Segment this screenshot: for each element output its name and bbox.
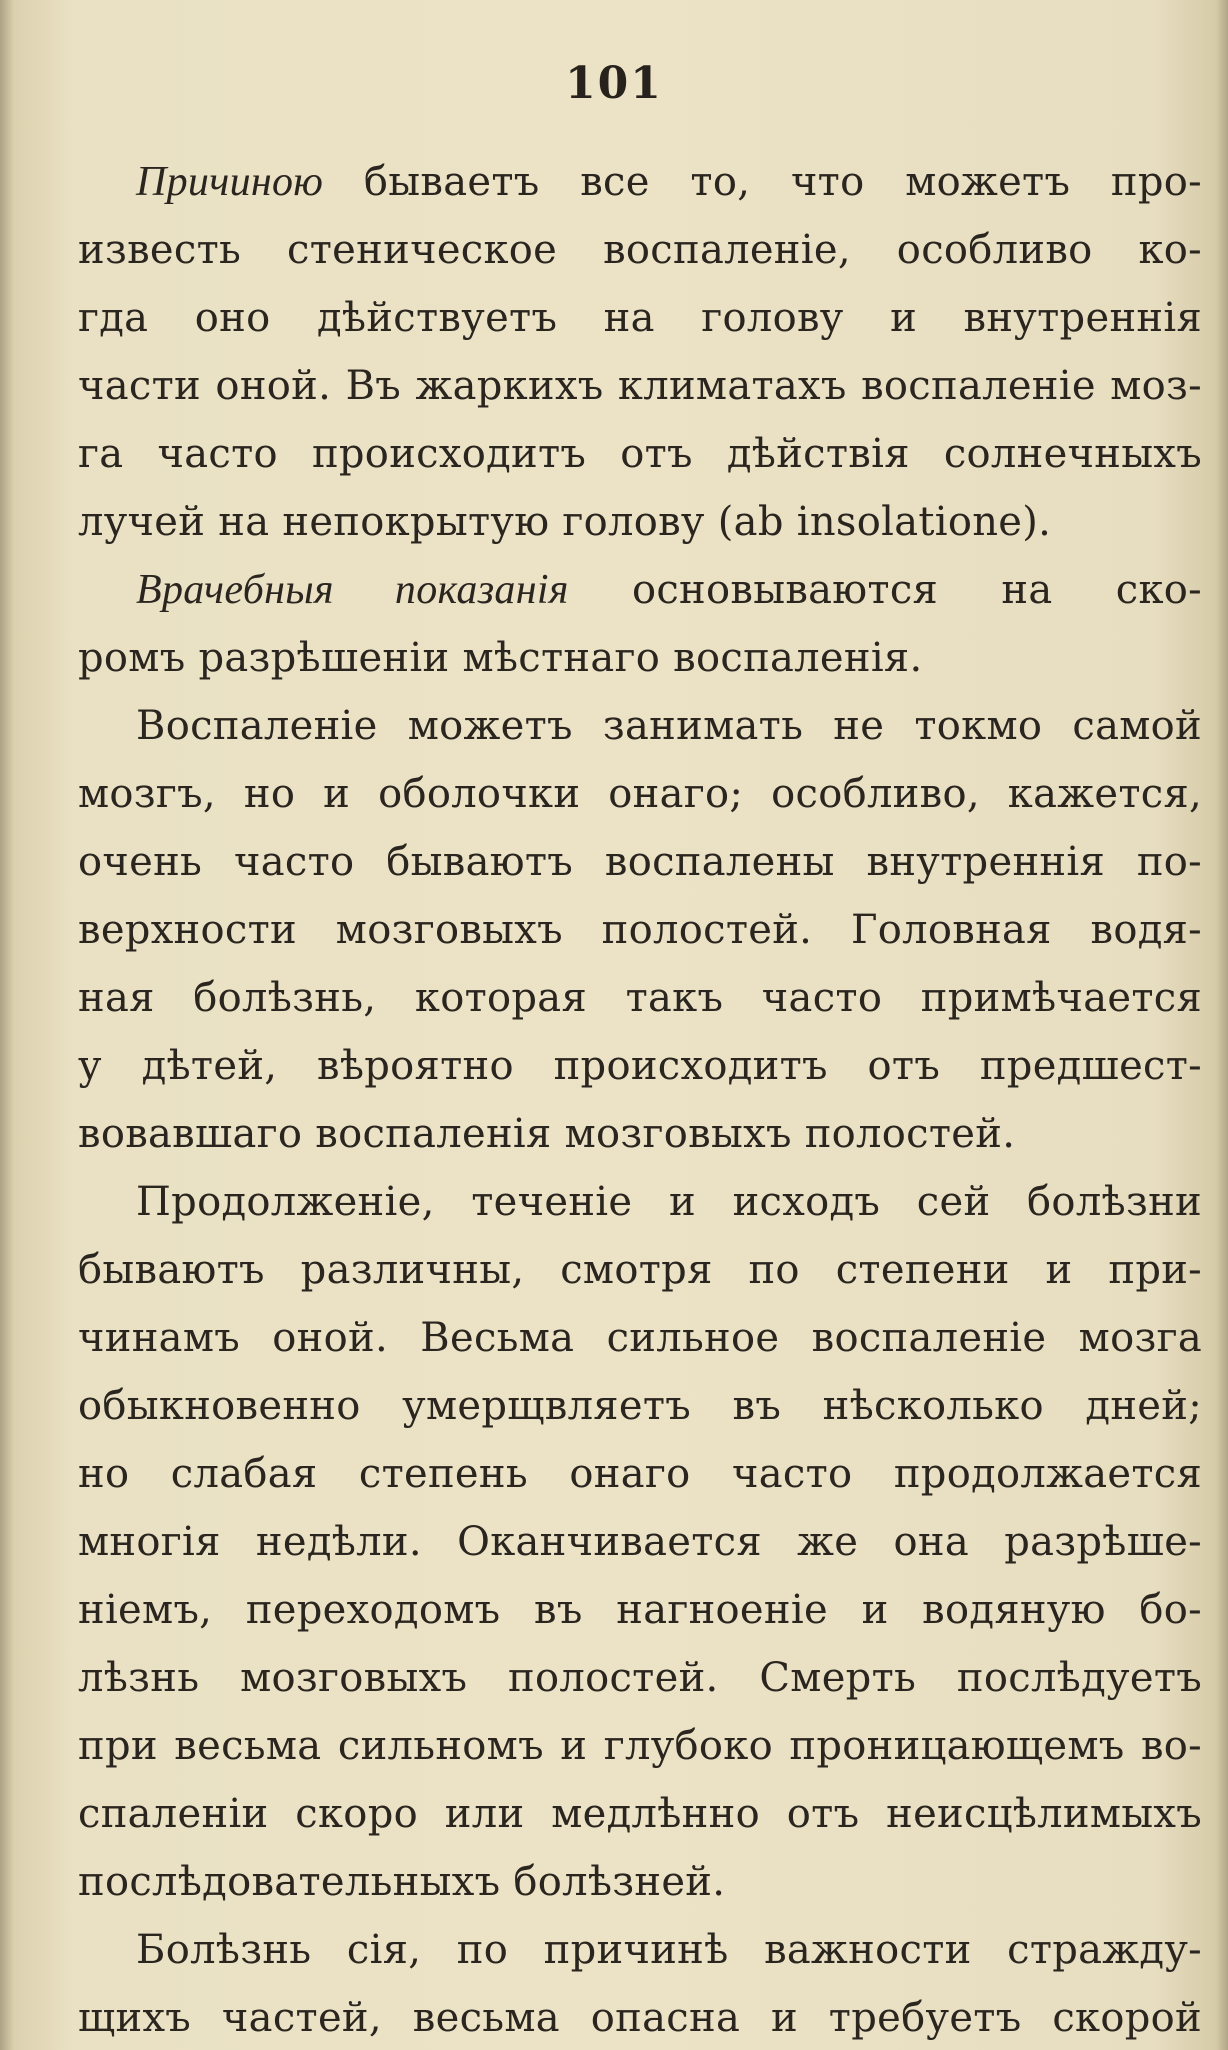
text-line: части оной. Въ жаркихъ климатахъ воспаленіе моз- [78,363,1202,409]
text-line: бываютъ различны, смотря по степени и при- [78,1247,1202,1293]
body-text [78,148,1202,2050]
text-line: Воспаленіе можетъ занимать не токмо самой [136,703,1202,749]
text-line: спаленіи скоро или медлѣнно отъ неисцѣлимыхъ [78,1791,1202,1837]
text-line: ніемъ, переходомъ въ нагноеніе и водяную бо- [78,1587,1202,1633]
page-number: 101 [565,58,663,109]
text-line: щихъ частей, весьма опасна и требуетъ скорой [78,1995,1202,2041]
text-line: обыкновенно умерщвляетъ въ нѣсколько дней; [78,1383,1202,1429]
text-line: лучей на непокрытую голову (ab insolatione). [78,499,1052,545]
text-line [78,556,1202,624]
text-line: при весьма сильномъ и глубоко проницающемъ во- [78,1723,1202,1769]
text-line: известь стеническое воспаленіе, особливо ко- [78,227,1202,273]
text-line: у дѣтей, вѣроятно происходитъ отъ предшест- [78,1043,1202,1089]
text-line: вовавшаго воспаленія мозговыхъ полостей. [78,1111,1016,1157]
text-line: чинамъ оной. Весьма сильное воспаленіе мозга [78,1315,1202,1361]
text-line: Продолженіе, теченіе и исходъ сей болѣзни [136,1179,1202,1225]
italic-term: Врачебныя показанія [136,567,569,613]
text-line: Болѣзнь сія, по причинѣ важности стражду- [136,1927,1202,1973]
line-text: бываетъ все то, что можетъ про- [323,159,1202,205]
text-line: послѣдовательныхъ болѣзней. [78,1859,726,1905]
text-line: очень часто бываютъ воспалены внутреннія по- [78,839,1202,885]
text-line: гда оно дѣйствуетъ на голову и внутреннія [78,295,1202,341]
text-line: лѣзнь мозговыхъ полостей. Смерть послѣдуетъ [78,1655,1202,1701]
text-line: мозгъ, но и оболочки онаго; особливо, кажется, [78,771,1202,817]
line-text: основываются на ско- [568,567,1202,613]
text-line [78,148,1202,216]
italic-term: Причиною [136,159,324,205]
text-line: ромъ разрѣшеніи мѣстнаго воспаленія. [78,635,923,681]
page-edge-shadow [1216,0,1228,2050]
page-spine-shadow [0,0,14,2050]
text-line: ная болѣзнь, которая такъ часто примѣчается [78,975,1202,1021]
text-line: верхности мозговыхъ полостей. Головная водя- [78,907,1202,953]
text-line: но слабая степень онаго часто продолжается [78,1451,1202,1497]
text-line: многія недѣли. Оканчивается же она разрѣше- [78,1519,1202,1565]
text-line: га часто происходитъ отъ дѣйствія солнечныхъ [78,431,1202,477]
